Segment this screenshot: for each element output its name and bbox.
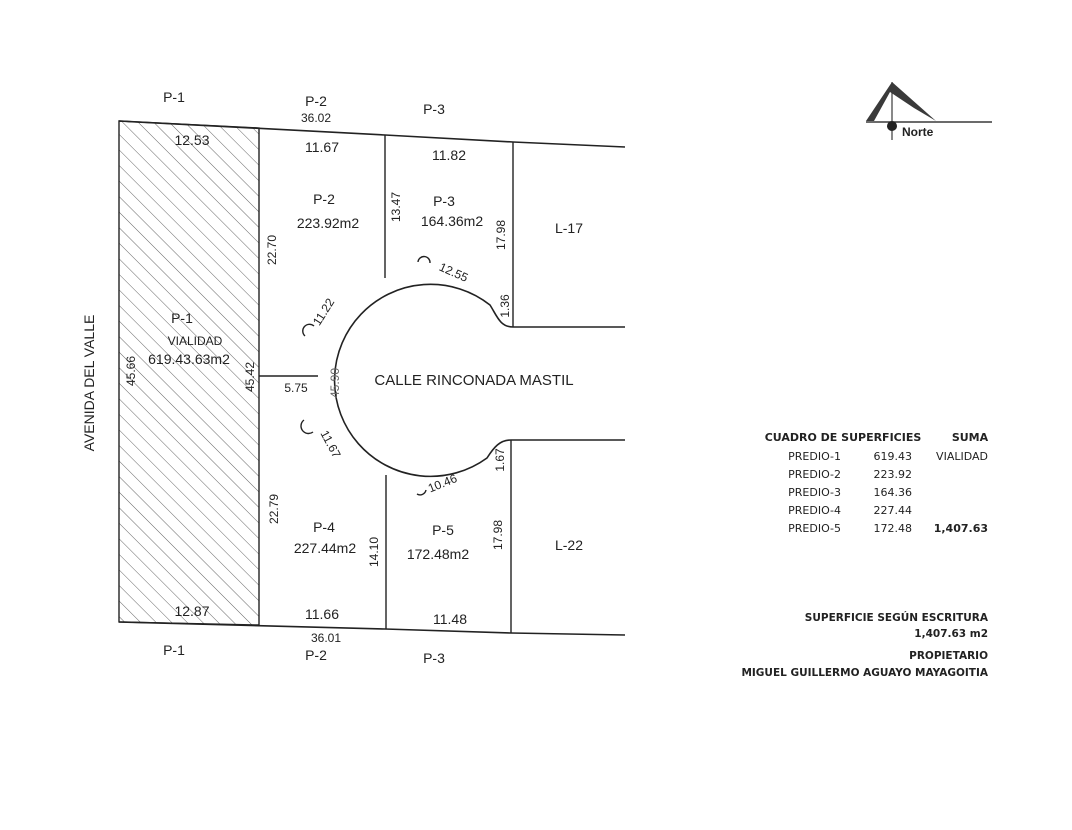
table-row-label: PREDIO-1 (788, 450, 841, 463)
dim-p3-stub: 1.36 (498, 294, 512, 318)
lot-p5-area: 172.48m2 (406, 546, 470, 562)
table-row-label: PREDIO-4 (788, 504, 841, 517)
dim-p4-left: 22.79 (267, 493, 281, 525)
table-sum-header: SUMA (951, 431, 989, 444)
table-row-value: 164.36 (873, 486, 912, 499)
table-row-sum: VIALIDAD (936, 450, 988, 463)
dim-top-total: 36.02 (300, 111, 332, 125)
surface-label: SUPERFICIE SEGÚN ESCRITURA (804, 612, 988, 624)
dim-p1-bottom: 12.87 (174, 603, 210, 619)
neighbor-bottom-p2: P-2 (305, 647, 327, 663)
neighbor-bottom-p3: P-3 (423, 650, 445, 666)
calle-label: CALLE RINCONADA MASTIL (374, 372, 574, 389)
surface-value: 1,407.63 m2 (914, 628, 988, 640)
dim-p3-right: 17.98 (494, 219, 508, 251)
avenida-label: AVENIDA DEL VALLE (81, 314, 97, 452)
dim-street-width: 5.75 (284, 381, 308, 395)
lot-p4-name: P-4 (313, 519, 335, 535)
arc-mark-p3 (418, 256, 430, 263)
owner-name: MIGUEL GUILLERMO AGUAYO MAYAGOITIA (741, 667, 988, 679)
lot-p3-area: 164.36m2 (420, 213, 484, 229)
dim-p2-right: 13.47 (389, 191, 403, 223)
dim-p5-stub: 1.67 (493, 448, 507, 472)
dim-p4-bottom: 11.66 (305, 606, 339, 622)
lot-p2-name: P-2 (313, 191, 335, 207)
arc-mark-p2 (303, 324, 314, 336)
dim-p4-arc: 11.67 (317, 427, 344, 461)
dim-p2-left: 22.70 (265, 234, 279, 266)
neighbor-top-p3: P-3 (423, 101, 445, 117)
lot-p1-use: VIALIDAD (167, 334, 223, 348)
lot-p3-name: P-3 (433, 193, 455, 209)
lot-p5-name: P-5 (432, 522, 454, 538)
neighbor-top-p2: P-2 (305, 93, 327, 109)
lot-p1-area: 619.43.63m2 (148, 351, 230, 367)
dim-p5-right: 17.98 (491, 519, 505, 551)
dim-circle-diameter: 45.90 (328, 367, 342, 399)
table-title: CUADRO DE SUPERFICIES (764, 431, 922, 444)
dim-p2-arc: 11.22 (309, 295, 338, 328)
table-row-label: PREDIO-5 (788, 522, 841, 535)
dim-p5-bottom: 11.48 (433, 611, 467, 627)
neighbor-l22: L-22 (554, 537, 584, 553)
bottom-boundary (119, 622, 625, 635)
table-row-label: PREDIO-2 (788, 468, 841, 481)
table-row-value: 227.44 (873, 504, 912, 517)
dim-p4-right: 14.10 (367, 536, 381, 568)
table-row-value: 619.43 (873, 450, 912, 463)
dim-p1-top: 12.53 (174, 132, 210, 148)
info-block (741, 611, 988, 679)
lot-p2-area: 223.92m2 (296, 215, 360, 231)
neighbor-bottom-p1: P-1 (163, 642, 185, 658)
arc-mark-p4 (301, 420, 313, 433)
table-row-label: PREDIO-3 (788, 486, 841, 499)
area-table (765, 431, 989, 535)
arc-mark-p5 (417, 490, 426, 495)
table-row-value: 223.92 (873, 468, 912, 481)
dim-p1-right: 45.42 (243, 361, 257, 393)
lot-p1-name: P-1 (171, 310, 193, 326)
lot-p4-area: 227.44m2 (293, 540, 357, 556)
dim-p2-top: 11.67 (305, 139, 339, 155)
dim-p1-left: 45.66 (124, 355, 138, 387)
dim-p3-top: 11.82 (432, 147, 466, 163)
dim-p3-arc: 12.55 (437, 259, 471, 285)
north-label: Norte (902, 125, 934, 139)
lot-p1-hatch (119, 121, 259, 625)
table-row-value: 172.48 (873, 522, 912, 535)
neighbor-top-p1: P-1 (163, 89, 185, 105)
neighbor-l17: L-17 (554, 220, 584, 236)
dim-p5-arc: 10.46 (425, 471, 460, 496)
owner-label: PROPIETARIO (909, 650, 988, 662)
table-row-sum: 1,407.63 (933, 522, 988, 535)
dim-bottom-total: 36.01 (310, 631, 342, 645)
